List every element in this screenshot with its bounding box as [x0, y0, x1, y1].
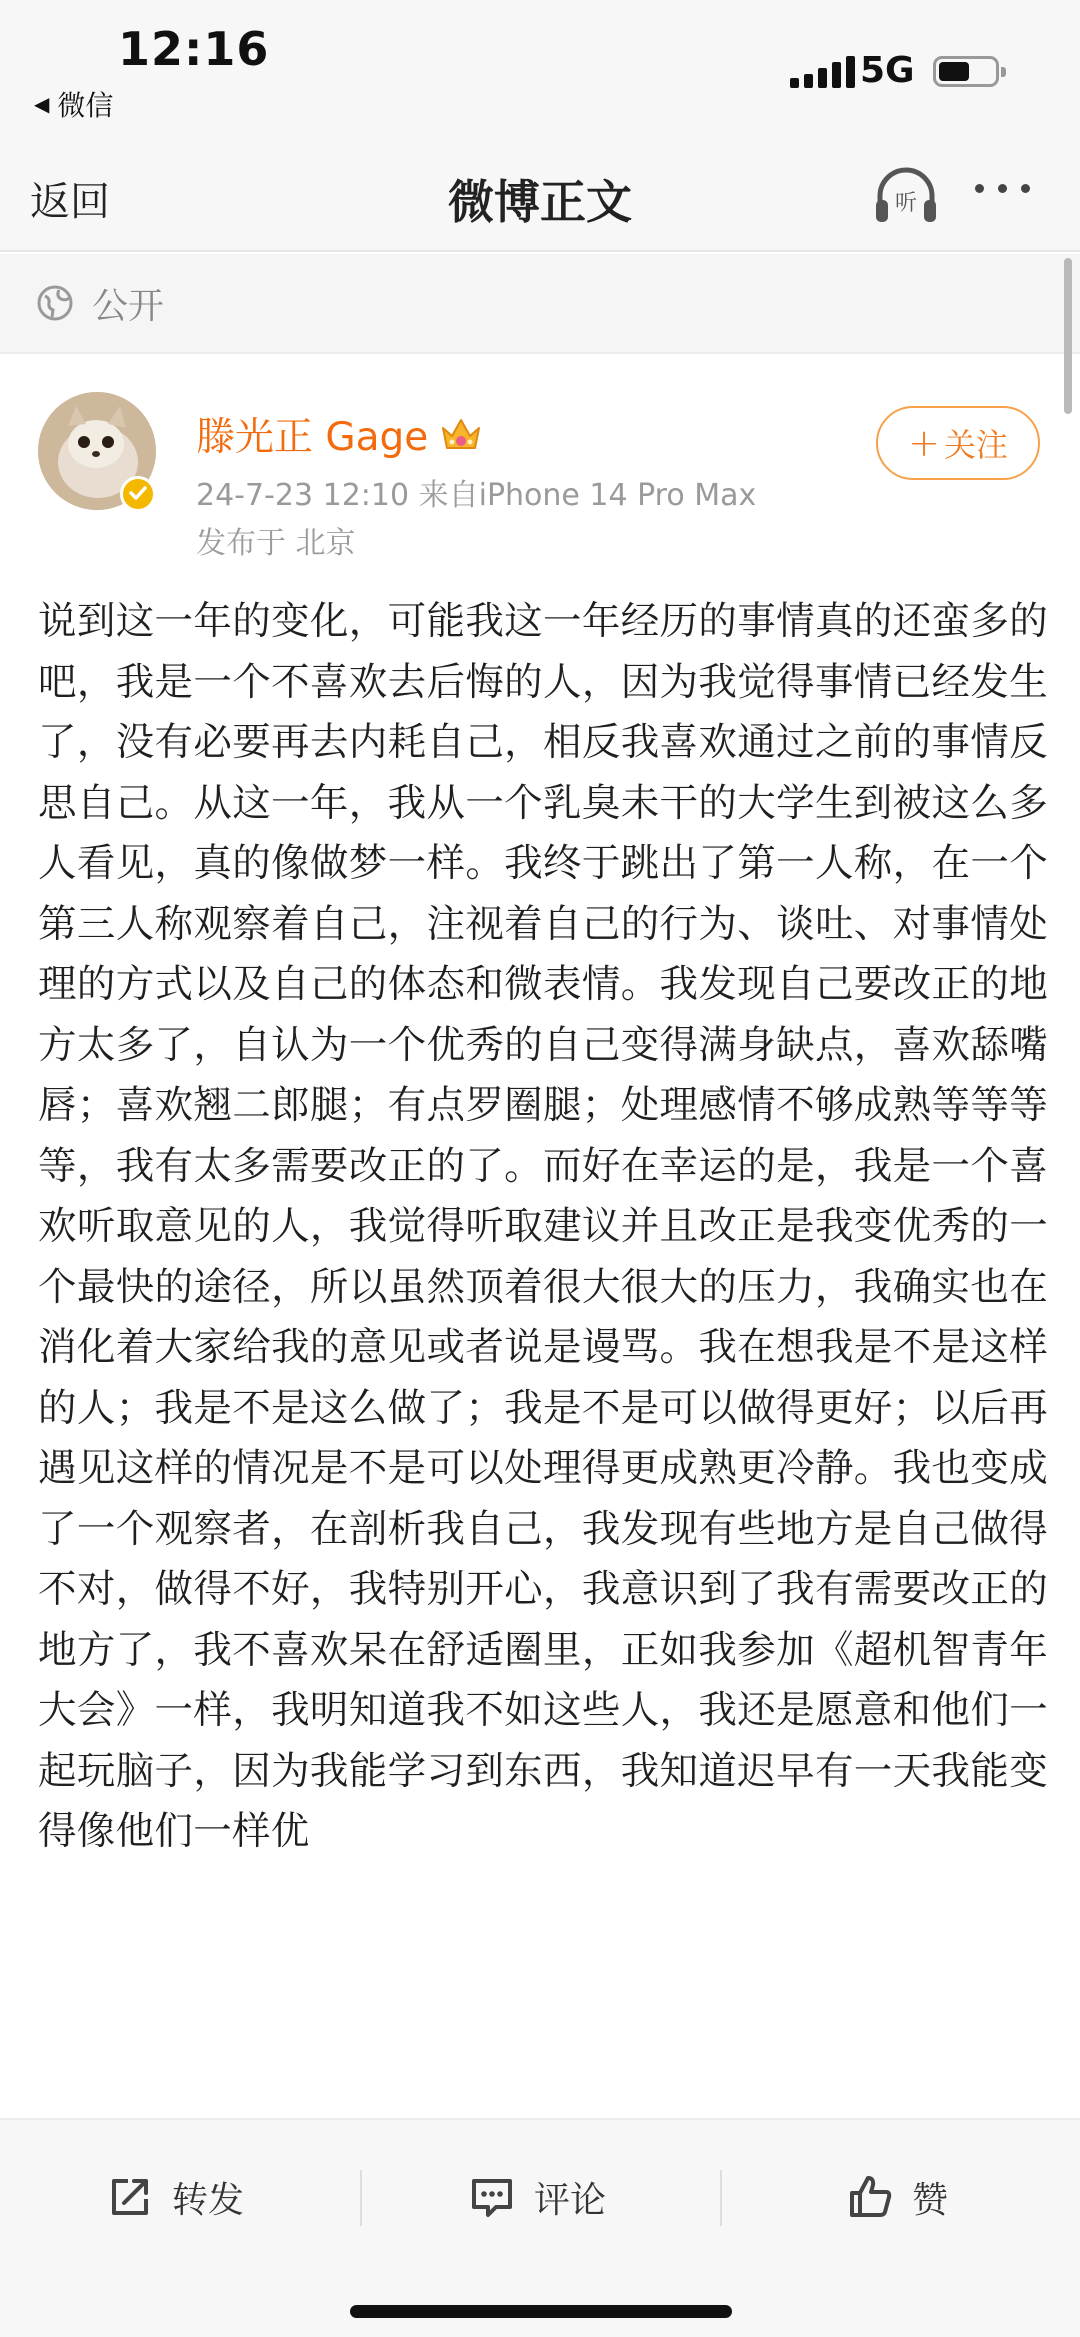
back-triangle-icon: ◀ — [34, 92, 50, 116]
globe-icon — [36, 284, 74, 322]
home-indicator[interactable] — [350, 2305, 732, 2318]
cellular-signal-icon — [790, 56, 855, 88]
post-location: 发布于 北京 — [196, 526, 356, 561]
page-title: 微博正文 — [448, 175, 632, 229]
thumbs-up-icon — [846, 2173, 894, 2221]
post-timestamp-source: 24-7-23 12:10 来自iPhone 14 Pro Max — [196, 478, 757, 513]
nav-bar — [0, 140, 1080, 252]
status-time: 12:16 — [118, 22, 270, 76]
visibility-label: 公开 — [92, 285, 165, 327]
back-button[interactable]: 返回 — [30, 179, 110, 225]
author-name-text: 滕光正 Gage — [196, 415, 429, 460]
follow-label: 关注 — [943, 426, 1008, 464]
author-name[interactable] — [196, 406, 484, 462]
author-header — [0, 370, 1080, 570]
back-to-app-link[interactable] — [34, 84, 113, 124]
post-body-text: 说到这一年的变化，可能我这一年经历的事情真的还蛮多的吧，我是一个不喜欢去后悔的人，因为我觉得事情已经发生了，没有必要再去内耗自己，相反我喜欢通过之前的事情反思自己。从这一年，我从一个乳臭未干的大学生到被这么多人看见，真的像做梦一样。我终于跳出了第一人称，在一个第三人称观察着自己，注视着自己的行为、谈吐、对事情处理的方式以及自己的体态和微表情。我发现自己要改正的地方太多了，自认为一个优秀的自己变得满身缺点，喜欢舔嘴唇；喜欢翘二郎腿；有点罗圈腿；处理感情不够成熟等等等等，我有太多需要改正的了。而好在幸运的是，我是一个喜欢听取意见的人，我觉得听取建议并且改正是我变优秀的一个最快的途径，所以虽然顶着很大很大的压力，我确实也在消化着大家给我的意见或者说是谩骂。我在想我是不是这样的人；我是不是这么做了；我是不是可以做得更好；以后再遇见这样的情况是不是可以处理得更成熟更冷静。我也变成了一个观察者，在剖析我自己，我发现有些地方是自己做得不对，做得不好，我特别开心，我意识到了我有需要改正的地方了，我不喜欢呆在舒适圈里，正如我参加《超机智青年大会》一样，我明知道我不如这些人，我还是愿意和他们一起玩脑子，因为我能学习到东西，我知道迟早有一天我能变得像他们一样优 — [38, 599, 1048, 1854]
back-app-label: 微信 — [57, 89, 114, 122]
follow-button[interactable] — [876, 406, 1040, 480]
verified-badge-icon — [120, 476, 156, 512]
comment-icon — [468, 2173, 516, 2221]
headphone-listen-icon[interactable] — [870, 160, 942, 232]
visibility-row — [0, 254, 1080, 354]
divider — [720, 2170, 722, 2226]
crown-icon — [438, 414, 484, 454]
comment-button[interactable] — [468, 2162, 606, 2232]
like-label: 赞 — [912, 2179, 949, 2221]
comment-label: 评论 — [534, 2179, 607, 2221]
battery-level — [939, 62, 969, 81]
status-bar — [0, 0, 1080, 140]
action-bar — [0, 2118, 1080, 2337]
listen-label: 听 — [894, 191, 918, 216]
network-type: 5G — [860, 50, 915, 91]
more-dots-icon[interactable] — [975, 184, 1030, 193]
repost-button[interactable] — [106, 2162, 244, 2232]
battery-icon — [933, 56, 999, 87]
divider — [360, 2170, 362, 2226]
plus-icon: + — [908, 421, 940, 465]
repost-label: 转发 — [172, 2179, 245, 2221]
repost-icon — [106, 2173, 154, 2221]
like-button[interactable] — [846, 2162, 948, 2232]
